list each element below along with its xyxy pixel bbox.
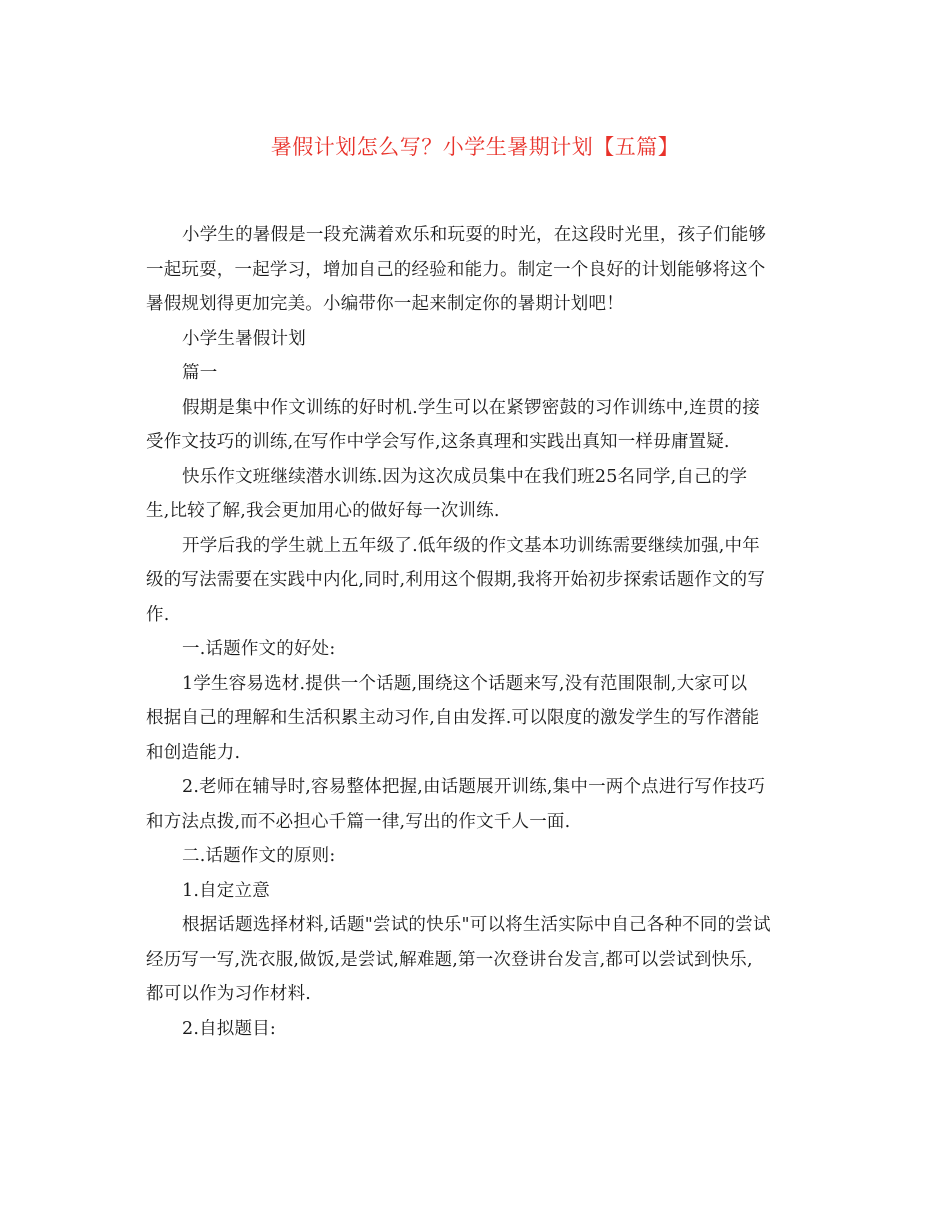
paragraph-line: 1.自定立意 [182,880,270,901]
paragraph [146,391,814,460]
paragraph-intro [146,218,814,322]
paragraph-subheading [146,632,814,667]
paragraph-line: 2.老师在辅导时,容易整体把握,由话题展开训练,集中一两个点进行写作技巧 [182,777,766,797]
paragraph-line: 根据话题选择材料,话题"尝试的快乐"可以将生活实际中自己各种不同的尝试 [182,915,771,935]
paragraph-line: 2.自拟题目: [182,1018,276,1039]
paragraph-line: 根据自己的理解和生活积累主动习作,自由发挥.可以限度的激发学生的写作潜能 [146,708,760,728]
paragraph-section-label [146,356,814,391]
paragraph [146,529,814,633]
paragraph-line: 一.话题作文的好处: [182,639,336,659]
paragraph-line: 级的写法需要在实践中内化,同时,利用这个假期,我将开始初步探索话题作文的写 [146,570,766,590]
paragraph-line: 和方法点拨,而不必担心千篇一律,写出的作文千人一面. [146,811,571,832]
paragraph-line: 快乐作文班继续潜水训练.因为这次成员集中在我们班25名同学,自己的学 [182,466,748,487]
paragraph-line: 一起玩耍，一起学习，增加自己的经验和能力。制定一个良好的计划能够将这个 [146,259,766,280]
paragraph-heading [146,322,814,357]
paragraph-line: 和创造能力. [146,742,241,763]
paragraph [146,667,814,771]
paragraph-subheading [146,874,814,909]
paragraph [146,460,814,529]
paragraph-line: 开学后我的学生就上五年级了.低年级的作文基本功训练需要继续加强,中年 [182,535,760,556]
paragraph-line: 经历写一写,洗衣服,做饭,是尝试,解难题,第一次登讲台发言,都可以尝试到快乐, [146,949,753,970]
paragraph-line: 假期是集中作文训练的好时机.学生可以在紧锣密鼓的习作训练中,连贯的接 [182,397,760,418]
paragraph-subheading [146,1012,814,1047]
paragraph-line: 小学生的暑假是一段充满着欢乐和玩耍的时光，在这段时光里，孩子们能够 [182,225,767,245]
paragraph-line: 1学生容易选材.提供一个话题,围绕这个话题来写,没有范围限制,大家可以 [182,673,748,694]
paragraph [146,770,814,839]
paragraph-line: 暑假规划得更加完美。小编带你一起来制定你的暑期计划吧！ [146,294,624,314]
paragraph-line: 都可以作为习作材料. [146,984,312,1004]
paragraph-line: 生,比较了解,我会更加用心的做好每一次训练. [146,501,500,521]
paragraph-line: 小学生暑假计划 [182,328,306,349]
paragraph-line: 受作文技巧的训练,在写作中学会写作,这条真理和实践出真知一样毋庸置疑. [146,432,730,452]
paragraph-subheading [146,839,814,874]
document-body [146,218,814,1046]
paragraph [146,908,814,1012]
paragraph-line: 作. [146,604,170,625]
paragraph-line: 二.话题作文的原则: [182,846,336,866]
paragraph-line: 篇一 [182,363,218,383]
document-title: 暑假计划怎么写？小学生暑期计划【五篇】 [270,135,680,159]
